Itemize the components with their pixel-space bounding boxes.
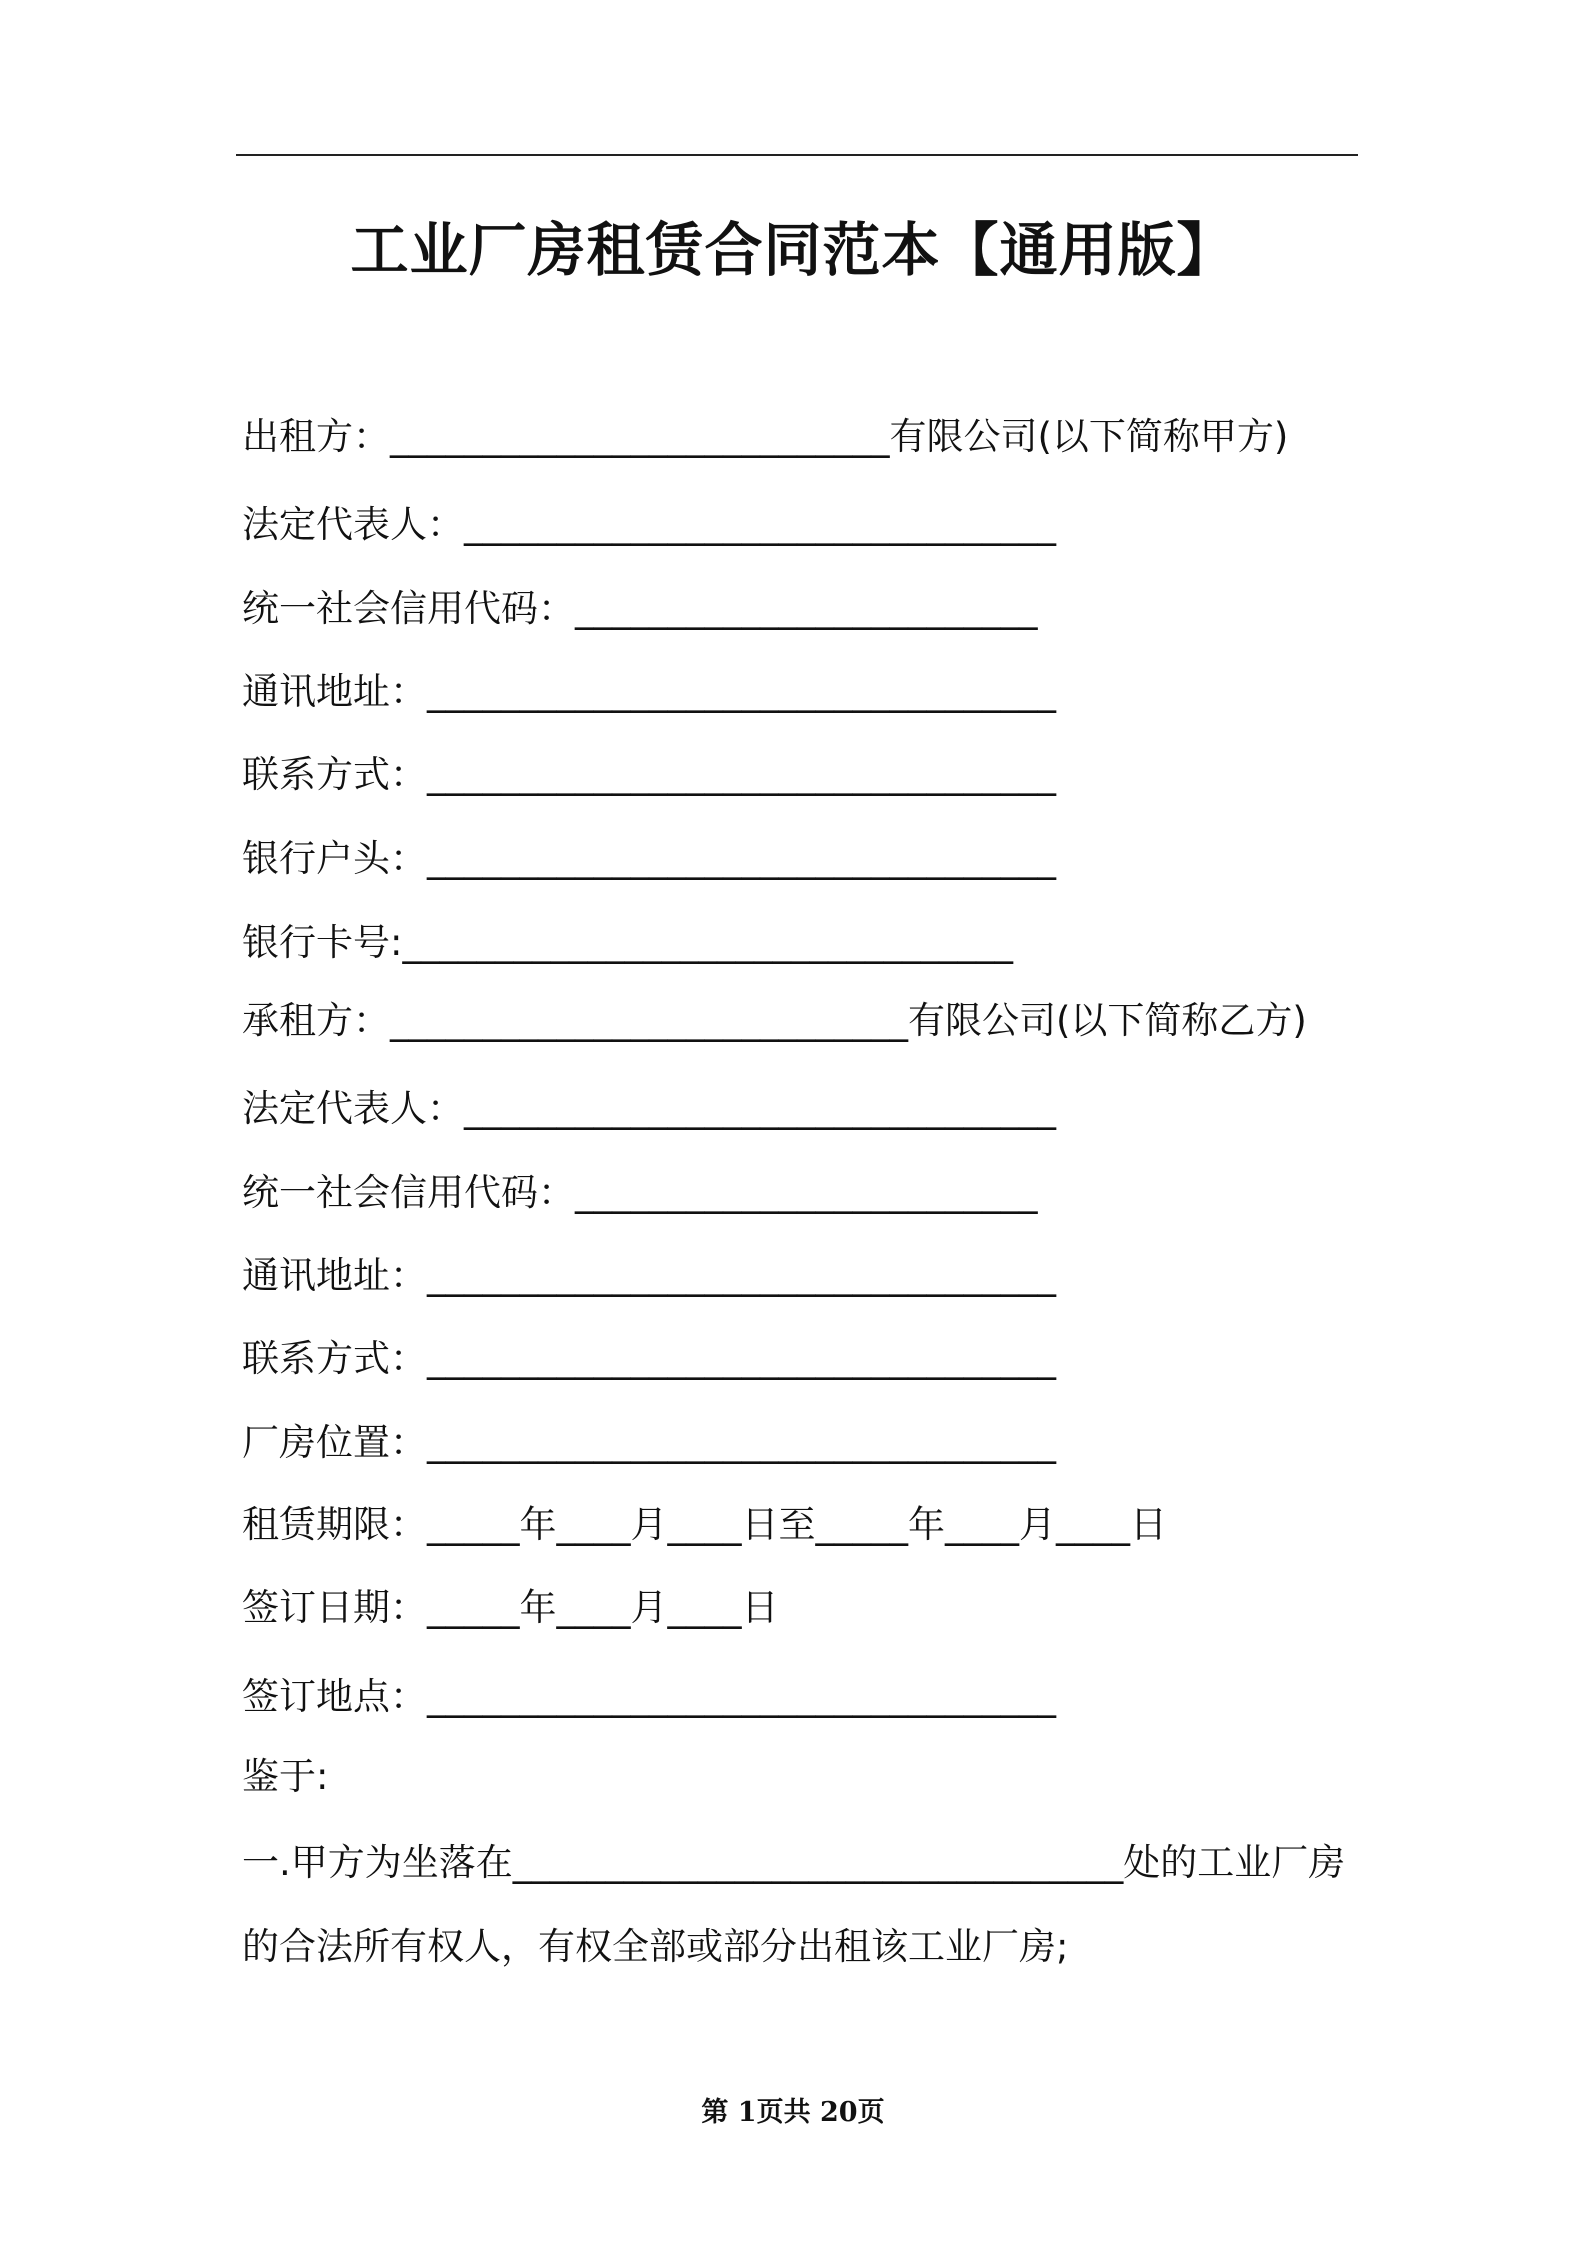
factory-location-line: 厂房位置：__________________________________ [242, 1421, 1056, 1464]
page-number: 第 1页共 20页 [701, 2097, 885, 2128]
lessor-bank-account-line: 银行户头：__________________________________ [242, 837, 1056, 880]
lessee-contact-line: 联系方式：__________________________________ [242, 1337, 1056, 1380]
lessee-credit-code-line: 统一社会信用代码：_________________________ [242, 1171, 1038, 1214]
lessor-card-number-line: 银行卡号:_________________________________ [242, 921, 1013, 964]
clause-1-line-2: 的合法所有权人，有权全部或部分出租该工业厂房; [242, 1925, 1069, 1968]
lessee-legal-rep-line: 法定代表人：________________________________ [242, 1087, 1056, 1130]
lessee-line: 承租方：____________________________有限公司(以下简称乙方) [242, 999, 1307, 1042]
lessee-address-line: 通讯地址：__________________________________ [242, 1254, 1056, 1297]
whereas-heading: 鉴于: [242, 1755, 329, 1798]
header-rule [236, 154, 1358, 156]
lease-term-line: 租赁期限：_____年____月____日至_____年____月____日 [242, 1503, 1167, 1546]
lessor-contact-line: 联系方式：__________________________________ [242, 753, 1056, 796]
document-title: 工业厂房租赁合同范本【通用版】 [350, 216, 1236, 284]
lessor-legal-rep-line: 法定代表人：________________________________ [242, 503, 1056, 546]
lessor-address-line: 通讯地址：__________________________________ [242, 670, 1056, 713]
clause-1-line-1: 一.甲方为坐落在_________________________________处的工业厂房 [242, 1841, 1346, 1884]
lessor-credit-code-line: 统一社会信用代码：_________________________ [242, 587, 1038, 630]
signing-date-line: 签订日期：_____年____月____日 [242, 1586, 779, 1629]
lessor-line: 出租方：___________________________有限公司(以下简称甲方) [242, 415, 1289, 458]
signing-place-line: 签订地点：__________________________________ [242, 1675, 1056, 1718]
